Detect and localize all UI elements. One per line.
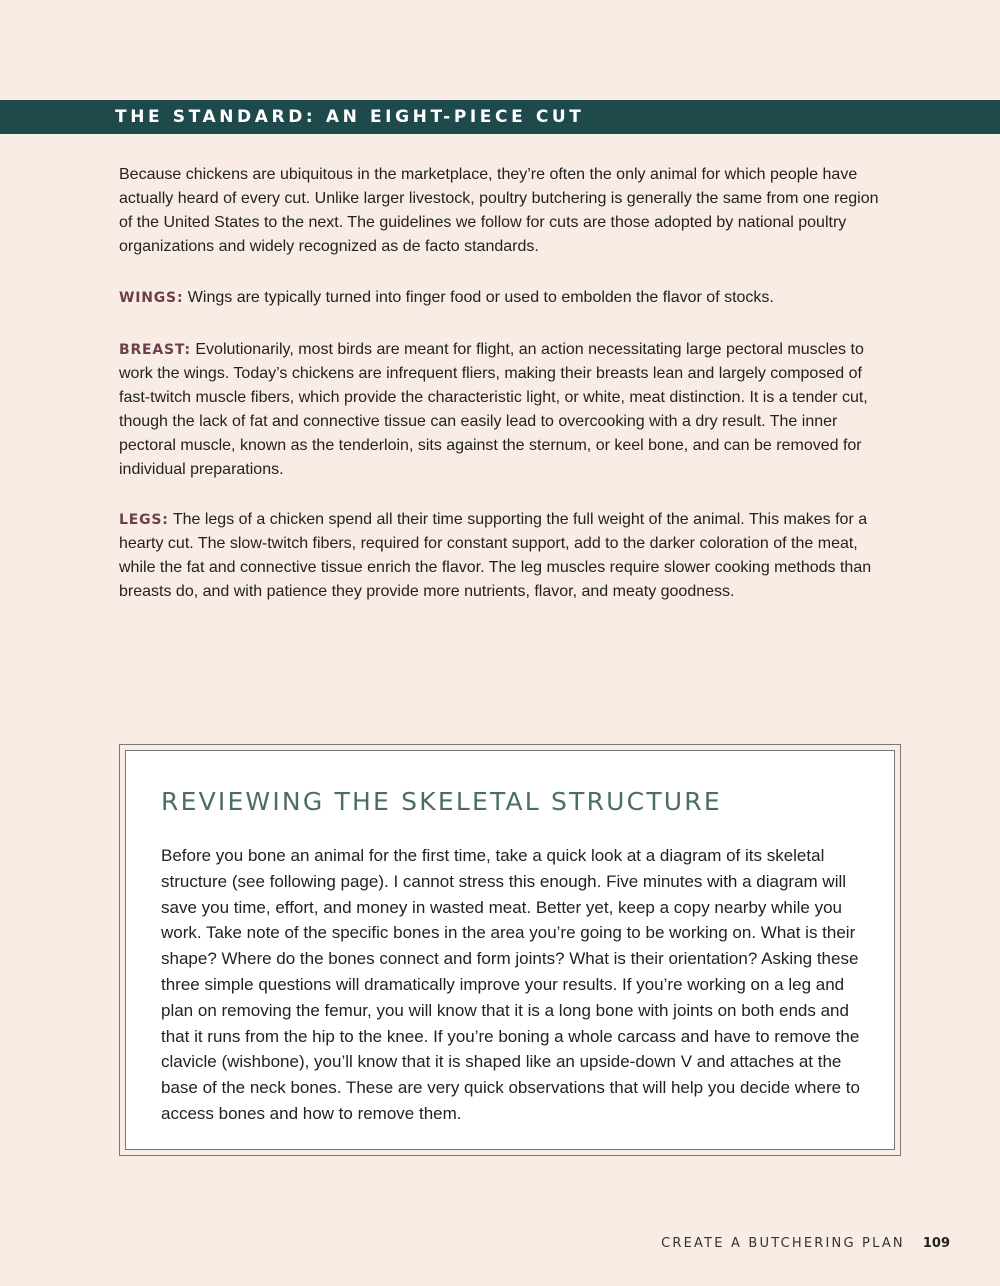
breast-term: BREAST: xyxy=(119,342,191,358)
wings-text: Wings are typically turned into finger food or used to embolden the flavor of stocks. xyxy=(183,289,774,306)
intro-paragraph: Because chickens are ubiquitous in the marketplace, they’re often the only animal for which people have actually heard of every cut. Unlike larger livestock, poultry butchering is generally the same from one region of the United States to the next. The guidelines we follow for cuts are those adopted by national poultry organizations and widely recognized as de facto standards. xyxy=(119,166,879,255)
wings-paragraph xyxy=(119,286,889,310)
wings-term: WINGS: xyxy=(119,290,184,306)
page-footer xyxy=(661,1236,950,1251)
breast-text: Evolutionarily, most birds are meant for flight, an action necessitating large pectoral muscles to work the wings. Today’s chickens are infrequent fliers, making their breasts lean and largely composed of fast-twitch muscle fibers, which provide the characteristic light, or white, meat distinction. It is a tender cut, though the lack of fat and connective tissue can easily lead to overcooking with a dry result. The inner pectoral muscle, known as the tenderloin, sits against the sternum, or keel bone, and can be removed for individual preparations. xyxy=(119,341,868,478)
breast-paragraph xyxy=(119,338,889,482)
section-heading-banner xyxy=(0,100,1000,134)
sidebar-text: Before you bone an animal for the first time, take a quick look at a diagram of its skeletal structure (see following page). I cannot stress this enough. Five minutes with a diagram will save you time, effort, and money in wasted meat. Better yet, keep a copy nearby while you work. Take note of the specific bones in the area you’re going to be working on. What is their shape? Where do the bones connect and form joints? What is their orientation? Asking these three simple questions will dramatically improve your results. If you’re working on a leg and plan on removing the femur, you will know that it is a long bone with joints on both ends and that it runs from the hip to the knee. If you’re boning a whole carcass and have to remove the clavicle (wishbone), you’ll know that it is shaped like an upside-down V and attaches at the base of the neck bones. These are very quick observations that will help you decide where to access bones and how to remove them. xyxy=(161,846,860,1123)
legs-paragraph xyxy=(119,508,889,604)
sidebar-title: REVIEWING THE SKELETAL STRUCTURE xyxy=(161,787,722,816)
sidebar-box xyxy=(119,744,901,1156)
legs-term: LEGS: xyxy=(119,512,169,528)
section-heading: THE STANDARD: AN EIGHT-PIECE CUT xyxy=(115,107,585,127)
sidebar-inner-frame xyxy=(125,750,895,1150)
page-number: 109 xyxy=(922,1236,950,1251)
footer-section-title: CREATE A BUTCHERING PLAN xyxy=(661,1236,905,1251)
legs-text: The legs of a chicken spend all their time supporting the full weight of the animal. This makes for a hearty cut. The slow-twitch fibers, required for constant support, add to the darker coloration of the meat, while the fat and connective tissue enrich the flavor. The leg muscles require slower cooking methods than breasts do, and with patience they provide more nutrients, flavor, and meaty goodness. xyxy=(119,511,872,600)
